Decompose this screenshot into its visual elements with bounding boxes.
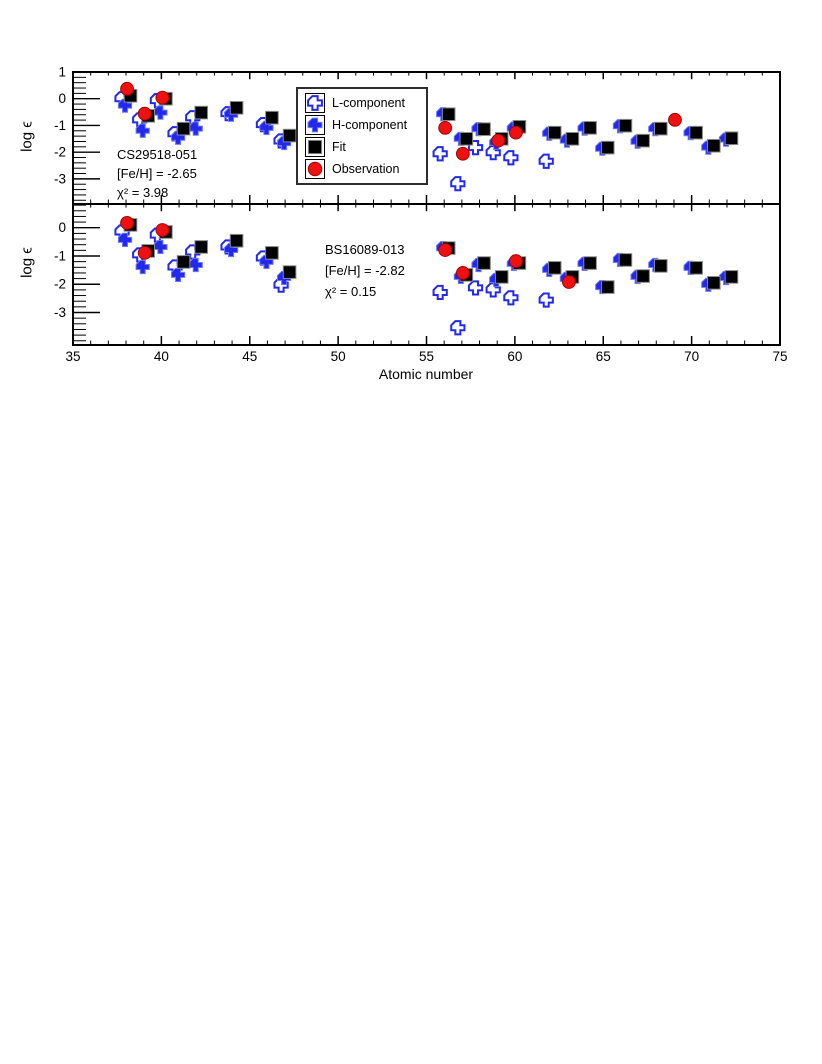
- marker-H-component-Z40: [154, 106, 167, 119]
- legend-label: L-component: [332, 96, 405, 110]
- marker-Observation-Z38: [121, 217, 134, 230]
- legend-marker-Fit: [306, 138, 324, 156]
- marker-H-component-Z42: [189, 122, 202, 135]
- legend-label: Observation: [332, 162, 400, 176]
- x-tick-label: 75: [772, 349, 788, 364]
- marker-Fit-Z58: [478, 123, 491, 136]
- x-axis-title: Atomic number: [378, 366, 474, 382]
- marker-Fit-Z47: [283, 129, 296, 142]
- feh-bottom: [Fe/H] = -2.82: [325, 263, 405, 278]
- filled-square-marker-icon: [305, 137, 325, 157]
- marker-Fit-Z44: [230, 234, 243, 247]
- marker-Observation-Z39: [138, 107, 151, 120]
- marker-Observation-Z40: [156, 91, 169, 104]
- marker-Fit-Z72: [725, 271, 738, 284]
- y-tick-label: -2: [53, 276, 66, 292]
- legend-label: H-component: [332, 118, 408, 132]
- y-tick-label: -1: [53, 248, 66, 264]
- x-tick-label: 35: [65, 349, 81, 364]
- y-tick-label: 1: [58, 64, 66, 80]
- marker-Fit-Z64: [584, 257, 597, 270]
- marker-Fit-Z62: [548, 126, 561, 139]
- marker-Fit-Z71: [708, 277, 721, 290]
- marker-Fit-Z46: [266, 111, 279, 124]
- y-tick-label: -2: [53, 144, 66, 160]
- panel-2: [54, 204, 780, 345]
- marker-Observation-Z57: [456, 267, 469, 280]
- marker-L-component-Z60: [504, 151, 517, 164]
- marker-Fit-Z58: [478, 257, 491, 270]
- legend-item-l-component: [305, 93, 424, 113]
- star-name-bottom: BS16089-013: [325, 242, 405, 257]
- marker-Fit-Z65: [601, 281, 614, 294]
- marker-Fit-Z66: [619, 254, 632, 267]
- x-tick-label: 60: [507, 349, 523, 364]
- y-axis-title-bottom: log ϵ: [18, 247, 36, 278]
- marker-Observation-Z56: [439, 121, 452, 134]
- marker-Fit-Z46: [266, 247, 279, 260]
- marker-L-component-Z62: [540, 155, 553, 168]
- marker-Observation-Z57: [456, 147, 469, 160]
- star-name-top: CS29518-051: [117, 147, 198, 162]
- feh-top: [Fe/H] = -2.65: [117, 166, 197, 181]
- legend-item-h-component: [305, 115, 424, 135]
- x-tick-label: 40: [153, 349, 169, 364]
- x-tick-label: 65: [595, 349, 611, 364]
- legend-marker-glyph: [308, 96, 322, 110]
- legend-label: Fit: [332, 140, 346, 154]
- marker-L-component-Z56: [434, 147, 447, 160]
- open-cross-marker-icon: [305, 93, 325, 113]
- y-tick-label: -1: [53, 117, 66, 133]
- marker-L-component-Z57: [451, 321, 464, 334]
- marker-Fit-Z67: [637, 134, 650, 147]
- x-tick-label: 45: [242, 349, 258, 364]
- marker-Fit-Z67: [637, 270, 650, 283]
- legend-marker-glyph: [308, 118, 322, 132]
- marker-Observation-Z60: [509, 126, 522, 139]
- legend: [296, 87, 428, 185]
- marker-Fit-Z56: [442, 108, 455, 121]
- y-tick-label: 0: [58, 91, 66, 107]
- x-tick-label: 50: [330, 349, 346, 364]
- marker-Fit-Z57: [460, 133, 473, 146]
- chi2-top: χ² = 3.98: [117, 185, 169, 200]
- marker-Fit-Z42: [195, 241, 208, 254]
- marker-Fit-Z66: [619, 119, 632, 132]
- marker-Fit-Z70: [690, 262, 703, 275]
- panel-2-markers: [115, 217, 737, 335]
- marker-L-component-Z57: [451, 177, 464, 190]
- marker-Fit-Z41: [177, 256, 190, 269]
- legend-item-fit: [305, 137, 424, 157]
- marker-Fit-Z41: [177, 122, 190, 135]
- marker-Fit-Z68: [654, 122, 667, 135]
- marker-Fit-Z47: [283, 266, 296, 279]
- legend-marker-glyph: [308, 162, 321, 175]
- y-tick-label: -3: [53, 305, 66, 321]
- marker-Observation-Z63: [563, 276, 576, 289]
- marker-H-component-Z38: [118, 233, 131, 246]
- marker-Observation-Z56: [439, 244, 452, 257]
- marker-Observation-Z38: [121, 82, 134, 95]
- marker-Fit-Z42: [195, 106, 208, 119]
- y-tick-label: 0: [58, 220, 66, 236]
- legend-item-observation: [305, 159, 424, 179]
- legend-marker-L-component: [306, 94, 324, 112]
- marker-Fit-Z65: [601, 141, 614, 154]
- marker-H-component-Z39: [136, 124, 149, 137]
- filled-cross-marker-icon: [305, 115, 325, 135]
- filled-circle-marker-icon: [305, 159, 325, 179]
- marker-Fit-Z59: [495, 271, 508, 284]
- marker-H-component-Z41: [171, 268, 184, 281]
- legend-marker-glyph: [308, 140, 321, 153]
- marker-L-component-Z60: [504, 291, 517, 304]
- marker-Fit-Z63: [566, 133, 579, 146]
- y-tick-label: -3: [53, 171, 66, 187]
- x-tick-label: 55: [418, 349, 435, 364]
- marker-Fit-Z70: [690, 126, 703, 139]
- marker-Fit-Z62: [548, 262, 561, 275]
- marker-Observation-Z69: [669, 113, 682, 126]
- marker-H-component-Z42: [189, 258, 202, 271]
- marker-Observation-Z40: [156, 224, 169, 237]
- marker-Fit-Z64: [584, 122, 597, 135]
- marker-L-component-Z58: [469, 281, 482, 294]
- marker-Observation-Z39: [138, 246, 151, 259]
- marker-Fit-Z71: [708, 139, 721, 152]
- marker-Observation-Z60: [509, 255, 522, 268]
- marker-Fit-Z44: [230, 102, 243, 115]
- marker-L-component-Z56: [434, 286, 447, 299]
- marker-H-component-Z40: [154, 240, 167, 253]
- legend-marker-Observation: [306, 160, 324, 178]
- chi2-bottom: χ² = 0.15: [325, 284, 377, 299]
- marker-Fit-Z72: [725, 132, 738, 145]
- marker-H-component-Z39: [136, 260, 149, 273]
- x-tick-label: 70: [684, 349, 700, 364]
- y-axis-title-top: log ϵ: [18, 121, 36, 152]
- marker-Observation-Z59: [492, 134, 505, 147]
- marker-Fit-Z68: [654, 260, 667, 273]
- marker-L-component-Z62: [540, 293, 553, 306]
- legend-marker-H-component: [306, 116, 324, 134]
